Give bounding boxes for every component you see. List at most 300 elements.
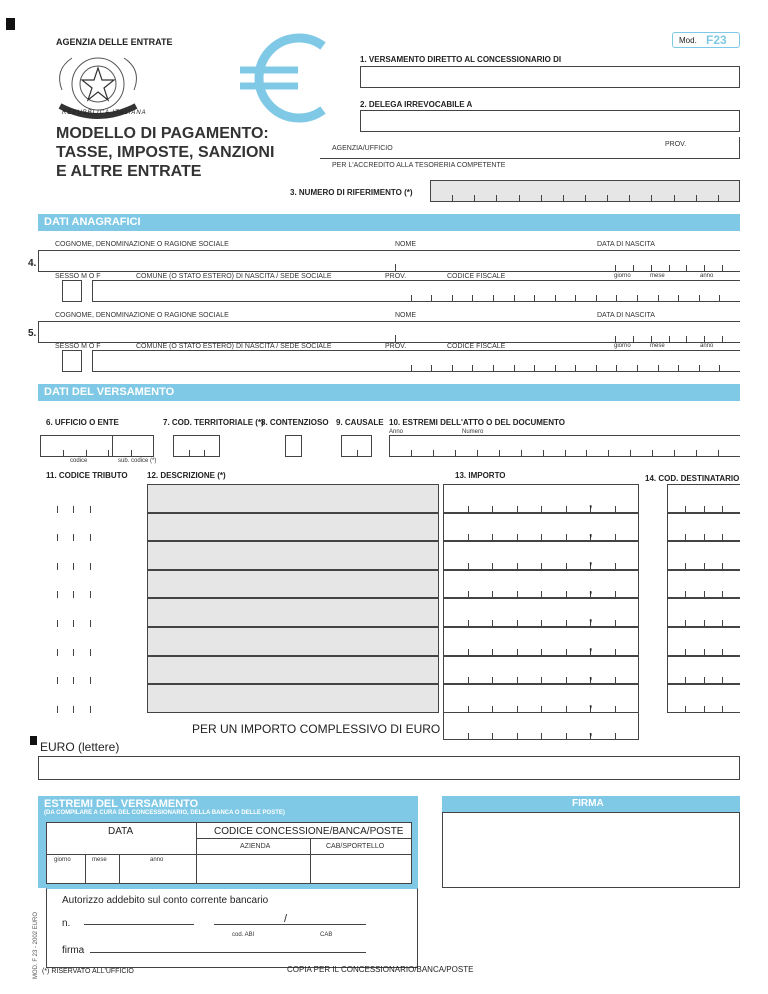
digit-separator [477,450,478,457]
data-divider-1 [85,855,86,884]
digit-separator [468,534,469,541]
digit-separator [685,591,686,598]
digit-separator [452,295,453,302]
digit-separator [699,365,700,372]
digit-separator [615,336,616,343]
digit-separator [452,365,453,372]
cab-sportello-label: CAB/SPORTELLO [326,843,385,850]
digit-separator [616,365,617,372]
digit-separator [131,450,132,457]
digit-separator [189,450,190,457]
cod-destinatario-ticks [667,570,740,599]
digit-separator [541,506,542,513]
addebito-firma-line[interactable] [90,952,366,953]
section-3-label: 3. NUMERO DI RIFERIMENTO (*) [290,188,413,197]
descrizione-field[interactable] [147,627,439,656]
digit-separator [615,563,616,570]
data-giorno-label: giorno [54,857,71,863]
digit-separator [73,534,74,541]
digit-separator [57,706,58,713]
digit-separator [722,506,723,513]
digit-separator [57,506,58,513]
digit-separator [596,295,597,302]
descrizione-field[interactable] [147,541,439,570]
digit-separator [633,336,634,343]
codice-fiscale-ticks-4 [390,280,740,302]
digit-separator [63,450,64,457]
cab-label: CAB [320,932,333,938]
mese-label-5: mese [650,343,665,349]
digit-separator [722,591,723,598]
ufficio-ente-label: 6. UFFICIO O ENTE [46,418,119,427]
digit-separator [433,450,434,457]
digit-separator [57,677,58,684]
digit-separator [492,649,493,656]
digit-separator [534,365,535,372]
estremi-atto-label: 10. ESTREMI DELL'ATTO O DEL DOCUMENTO [389,418,565,427]
digit-separator [543,450,544,457]
descrizione-field[interactable] [147,684,439,713]
digit-separator [637,295,638,302]
digit-separator [566,620,567,627]
importo-ticks [443,656,639,685]
data-nascita-ticks-5 [597,321,740,343]
corner-mark-bottom [30,736,37,745]
digit-separator [658,295,659,302]
page-title [56,124,274,181]
digit-separator [541,733,542,740]
digit-separator [678,365,679,372]
digit-separator [704,649,705,656]
digit-separator [90,506,91,513]
cognome-label-5: COGNOME, DENOMINAZIONE O RAGIONE SOCIALE [55,312,229,319]
descrizione-field[interactable] [147,484,439,513]
model-code-badge [672,32,740,48]
nome-label-5: NOME [395,312,416,319]
digit-separator [73,620,74,627]
digit-separator [73,506,74,513]
data-nascita-label-4: DATA DI NASCITA [597,241,655,248]
importo-ticks [443,541,639,570]
digit-separator [566,534,567,541]
digit-separator [686,265,687,272]
digit-separator [699,295,700,302]
nome-label-4: NOME [395,241,416,248]
digit-separator [493,295,494,302]
digit-separator [90,563,91,570]
delega-field[interactable] [360,110,740,132]
digit-separator [431,365,432,372]
emblem-icon [42,50,154,124]
section-1-label: 1. VERSAMENTO DIRETTO AL CONCESSIONARIO DI [360,55,562,64]
digit-separator [685,677,686,684]
digit-separator [678,295,679,302]
anno-label-5: anno [700,343,714,349]
digit-separator [566,506,567,513]
digit-separator [411,295,412,302]
nome-divider-4 [395,264,396,272]
cod-abi-label: cod. ABI [232,932,255,938]
digit-separator [514,365,515,372]
digit-separator [718,450,719,457]
addebito-firma-label: firma [62,945,85,956]
data-divider-2 [119,855,120,884]
cognome-label-4: COGNOME, DENOMINAZIONE O RAGIONE SOCIALE [55,241,229,248]
digit-separator [704,336,705,343]
digit-separator [722,677,723,684]
digit-separator [517,677,518,684]
digit-separator [685,506,686,513]
comune-label-4: COMUNE (O STATO ESTERO) DI NASCITA / SEDE SOCIALE [136,273,332,280]
importo-comma: , [589,696,593,711]
digit-separator [575,295,576,302]
giorno-label-5: giorno [614,343,631,349]
digit-separator [566,563,567,570]
digit-separator [492,506,493,513]
digit-separator [468,677,469,684]
cod-destinatario-ticks [667,598,740,627]
importo-ticks [443,484,639,513]
euro-lettere-field[interactable] [38,756,740,780]
digit-separator [496,195,497,202]
digit-separator [57,534,58,541]
digit-separator [629,195,630,202]
digit-separator [86,450,87,457]
digit-separator [722,336,723,343]
cod-destinatario-ticks [667,513,740,542]
codice-tributo-ticks [40,541,106,570]
digit-separator [204,450,205,457]
descrizione-label: 12. DESCRIZIONE (*) [147,471,226,480]
importo-ticks [443,684,639,713]
digit-separator [566,649,567,656]
abi-cab-line[interactable] [214,924,366,925]
codice-tributo-ticks [40,684,106,713]
numero-label: Numero [462,429,484,435]
importo-comma: , [589,610,593,625]
digit-separator [704,706,705,713]
digit-separator [633,265,634,272]
digit-separator [541,677,542,684]
conto-numero-line[interactable] [84,924,194,925]
digit-separator [73,649,74,656]
causale-ticks [341,435,372,457]
digit-separator [651,265,652,272]
importo-complessivo-comma: , [589,724,593,738]
importo-comma: , [589,667,593,682]
digit-separator [357,450,358,457]
comune-label-5: COMUNE (O STATO ESTERO) DI NASCITA / SEDE SOCIALE [136,343,332,350]
digit-separator [586,450,587,457]
digit-separator [596,365,597,372]
data-label: DATA [108,826,134,837]
digit-separator [468,563,469,570]
digit-separator [90,677,91,684]
digit-separator [615,677,616,684]
digit-separator [541,591,542,598]
digit-separator [73,677,74,684]
digit-separator [517,620,518,627]
contenzioso-field[interactable] [285,435,302,457]
estremi-title: ESTREMI DEL VERSAMENTO [44,798,199,810]
digit-separator [411,365,412,372]
digit-separator [685,563,686,570]
descrizione-field[interactable] [147,513,439,542]
digit-separator [57,649,58,656]
digit-separator [468,506,469,513]
ufficio-ticks [40,435,154,457]
digit-separator [474,195,475,202]
codice-tributo-ticks [40,484,106,513]
digit-separator [492,563,493,570]
cod-destinatario-ticks [667,656,740,685]
sub-codice-label: sub. codice (*) [118,458,157,464]
digit-separator [57,620,58,627]
digit-separator [685,534,686,541]
digit-separator [90,649,91,656]
copia-note: COPIA PER IL CONCESSIONARIO/BANCA/POSTE [287,965,474,974]
digit-separator [651,336,652,343]
tesoreria-note: PER L'ACCREDITO ALLA TESORERIA COMPETENTE [332,162,506,169]
firma-field[interactable] [442,812,740,888]
digit-separator [718,195,719,202]
descrizione-field[interactable] [147,598,439,627]
corner-mark [6,18,15,30]
digit-separator [607,195,608,202]
digit-separator [517,506,518,513]
prov-label-5: PROV. [385,343,407,350]
digit-separator [492,620,493,627]
digit-separator [722,563,723,570]
codice-tributo-ticks [40,598,106,627]
digit-separator [468,591,469,598]
cod-destinatario-label: 14. COD. DESTINATARIO [645,474,740,483]
importo-ticks [443,513,639,542]
importo-comma: , [589,639,593,653]
digit-separator [566,733,567,740]
cod-destinatario-ticks [667,684,740,713]
digit-separator [719,365,720,372]
digit-separator [704,534,705,541]
title-line-3: E ALTRE ENTRATE [56,163,202,180]
prov-label: PROV. [665,141,687,148]
nome-divider-5 [395,335,396,343]
mese-label-4: mese [650,273,665,279]
digit-separator [541,534,542,541]
digit-separator [455,450,456,457]
section-2-label: 2. DELEGA IRREVOCABILE A [360,100,473,109]
agency-name: AGENZIA DELLE ENTRATE [56,37,173,47]
importo-ticks [443,627,639,656]
riferimento-ticks [430,180,740,202]
digit-separator [514,295,515,302]
digit-separator [521,450,522,457]
digit-separator [585,195,586,202]
versamento-header: DATI DEL VERSAMENTO [38,384,740,401]
anagrafici-header: DATI ANAGRAFICI [38,214,740,231]
title-line-1: MODELLO DI PAGAMENTO: [56,125,269,142]
digit-separator [615,534,616,541]
digit-separator [493,365,494,372]
digit-separator [674,450,675,457]
digit-separator [541,563,542,570]
digit-separator [651,195,652,202]
codice-fiscale-label-5: CODICE FISCALE [447,343,506,350]
digit-separator [652,450,653,457]
causale-label: 9. CAUSALE [336,418,384,427]
digit-separator [615,506,616,513]
digit-separator [57,591,58,598]
digit-separator [499,450,500,457]
addebito-text: Autorizzo addebito sul conto corrente bancario [62,895,269,906]
codice-fiscale-ticks-5 [390,350,740,372]
digit-separator [452,195,453,202]
importo-comma: , [589,524,593,539]
sesso-field-4[interactable] [62,280,82,302]
estremi-hline-2 [46,854,412,855]
digit-separator [704,620,705,627]
digit-separator [519,195,520,202]
emblem-text: REPUBBLICA ITALIANA [62,110,147,116]
anno-label-4: anno [700,273,714,279]
cod-territoriale-ticks [173,435,220,457]
digit-separator [517,649,518,656]
euro-lettere-label: EURO (lettere) [40,740,120,754]
digit-separator [73,591,74,598]
digit-separator [90,534,91,541]
prov-label-4: PROV. [385,273,407,280]
digit-separator [468,620,469,627]
digit-separator [541,649,542,656]
digit-separator [686,336,687,343]
digit-separator [722,706,723,713]
digit-separator [704,506,705,513]
digit-separator [615,265,616,272]
cod-destinatario-ticks [667,541,740,570]
mod-code: F23 [706,33,727,47]
digit-separator [517,733,518,740]
cod-destinatario-ticks [667,484,740,513]
side-model-code: MOD. F 23 - 2002 EURO [33,911,39,979]
digit-separator [704,563,705,570]
importo-complessivo-label: PER UN IMPORTO COMPLESSIVO DI EURO [192,722,441,736]
digit-separator [637,365,638,372]
digit-separator [615,733,616,740]
descrizione-field[interactable] [147,570,439,599]
digit-separator [575,365,576,372]
digit-separator [704,677,705,684]
digit-separator [722,534,723,541]
digit-separator [534,295,535,302]
digit-separator [541,195,542,202]
row-5-number: 5. [28,328,37,339]
digit-separator [669,336,670,343]
importo-comma: , [589,581,593,596]
digit-separator [658,365,659,372]
digit-separator [555,365,556,372]
digit-separator [492,677,493,684]
digit-separator [722,620,723,627]
codice-tributo-ticks [40,513,106,542]
digit-separator [704,591,705,598]
importo-complessivo-ticks [443,712,639,740]
digit-separator [517,591,518,598]
importo-comma: , [589,496,593,510]
digit-separator [616,295,617,302]
anno-label: Anno [389,429,404,435]
digit-separator [615,591,616,598]
firma-title: FIRMA [572,798,604,809]
addebito-n-label: n. [62,918,71,929]
digit-separator [73,563,74,570]
importo-ticks [443,598,639,627]
digit-separator [685,706,686,713]
digit-separator [517,534,518,541]
estremi-hline [196,838,412,839]
abi-cab-slash: / [284,913,288,925]
digit-separator [685,649,686,656]
digit-separator [468,649,469,656]
riservato-note: (*) RISERVATO ALL'UFFICIO [42,968,134,975]
digit-separator [696,450,697,457]
descrizione-field[interactable] [147,656,439,685]
digit-separator [722,649,723,656]
data-anno-label: anno [150,857,164,863]
digit-separator [615,649,616,656]
codice-tributo-label: 11. CODICE TRIBUTO [46,471,128,480]
azienda-divider [310,838,311,884]
codice-tributo-ticks [40,656,106,685]
digit-separator [541,620,542,627]
giorno-label-4: giorno [614,273,631,279]
digit-separator [669,265,670,272]
importo-comma: , [589,553,593,568]
azienda-label: AZIENDA [240,843,271,850]
data-mese-label: mese [92,857,107,863]
contenzioso-label: 8. CONTENZIOSO [261,418,329,427]
digit-separator [431,295,432,302]
digit-separator [492,733,493,740]
digit-separator [630,450,631,457]
codice-tributo-ticks [40,570,106,599]
cod-territoriale-label: 7. COD. TERRITORIALE (*) [163,418,264,427]
importo-ticks [443,570,639,599]
digit-separator [472,295,473,302]
title-line-2: TASSE, IMPOSTE, SANZIONI [56,144,275,161]
codice-fiscale-label-4: CODICE FISCALE [447,273,506,280]
importo-label: 13. IMPORTO [455,471,506,480]
estremi-divider [196,822,197,884]
sesso-label-4: SESSO M O F [55,273,101,280]
digit-separator [696,195,697,202]
data-nascita-label-5: DATA DI NASCITA [597,312,655,319]
sesso-field-5[interactable] [62,350,82,372]
euro-icon [238,28,338,128]
digit-separator [608,450,609,457]
concessionario-field[interactable] [360,66,740,88]
digit-separator [90,620,91,627]
digit-separator [555,295,556,302]
digit-separator [565,450,566,457]
agenzia-ufficio-label: AGENZIA/UFFICIO [332,145,393,152]
digit-separator [566,677,567,684]
mod-prefix: Mod. [679,36,697,45]
digit-separator [563,195,564,202]
digit-separator [704,265,705,272]
digit-separator [615,620,616,627]
digit-separator [719,295,720,302]
digit-separator [492,534,493,541]
